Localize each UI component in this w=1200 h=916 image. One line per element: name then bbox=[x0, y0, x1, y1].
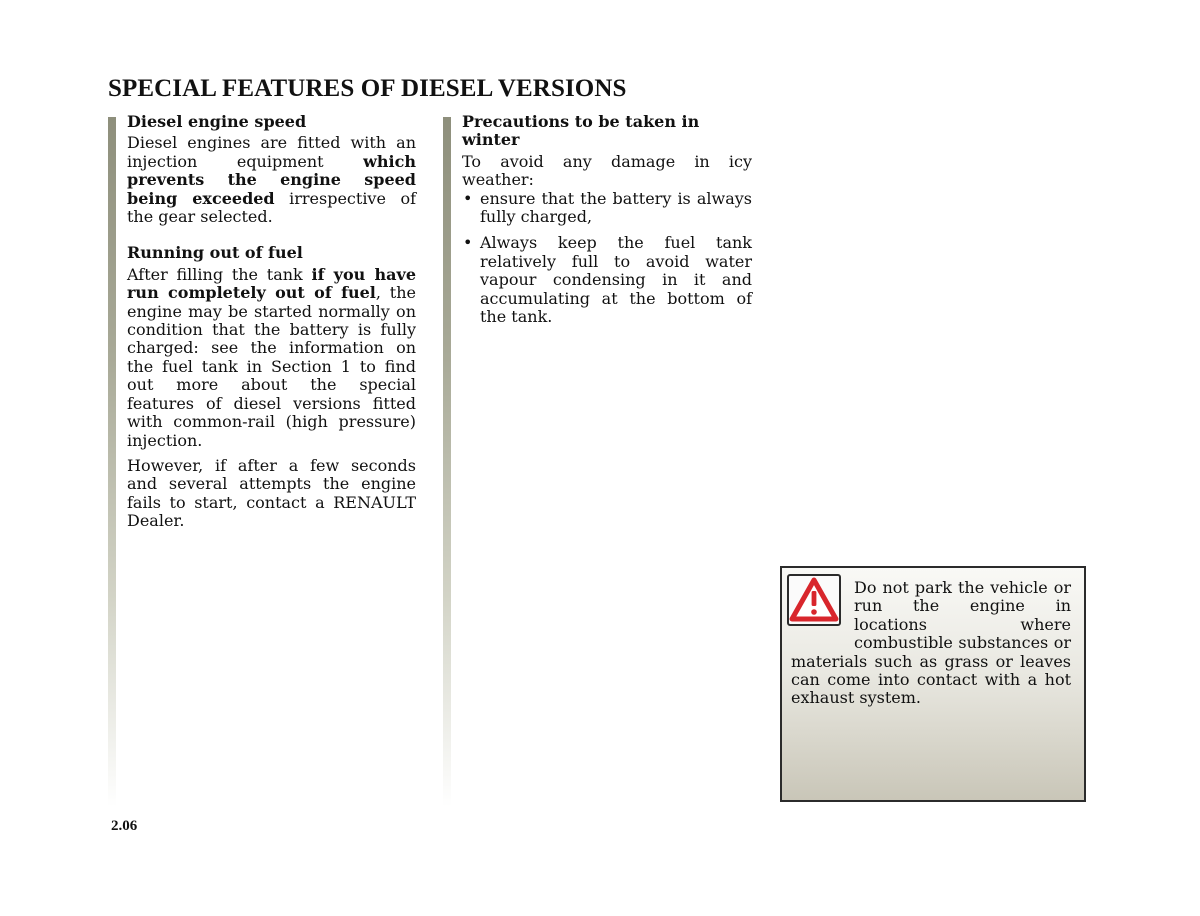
diesel-engine-speed-heading: Diesel engine speed bbox=[127, 112, 307, 131]
running-out-of-fuel-heading: Running out of fuel bbox=[127, 243, 303, 263]
page-number: 2.06 bbox=[111, 818, 138, 834]
running-out-of-fuel-paragraph bbox=[127, 266, 416, 450]
paragraph-text: irrespective of the gear selected. bbox=[127, 188, 416, 227]
paragraph-text: , the engine may be started normally on condition that the battery is fully charged: see the information on the fuel tank in Section 1 to find out more about the special features of diesel versions fitted with common-rail (high pressure) injection. bbox=[127, 283, 417, 450]
list-item-text: ensure that the battery is always fully charged, bbox=[480, 188, 752, 227]
dealer-contact-paragraph: However, if after a few seconds and several attempts the engine fails to start, contact a RENAULT Dealer. bbox=[127, 455, 416, 531]
list-item-text: Always keep the fuel tank relatively full to avoid water vapour condensing in it and accumulating at the bottom of the tank. bbox=[480, 233, 752, 327]
winter-intro-text: To avoid any damage in icy weather: bbox=[462, 151, 752, 190]
left-column-accent-bar bbox=[108, 117, 116, 807]
page-title: SPECIAL FEATURES OF DIESEL VERSIONS bbox=[108, 75, 627, 102]
bullet-icon: • bbox=[463, 188, 473, 208]
paragraph-emphasis: if you have run completely out of fuel bbox=[127, 264, 416, 303]
list-item bbox=[462, 190, 752, 227]
bullet-icon: • bbox=[463, 233, 473, 253]
paragraph-text: After filling the tank bbox=[127, 264, 312, 284]
winter-precautions-heading: Precautions to be taken in winter bbox=[462, 112, 700, 150]
warning-box bbox=[780, 566, 1086, 802]
warning-message bbox=[791, 579, 1071, 708]
right-column-accent-bar bbox=[443, 117, 451, 807]
right-column bbox=[462, 113, 752, 326]
list-item bbox=[462, 234, 752, 326]
warning-message-text: Do not park the vehicle or run the engine in locations where combustible substances or materials such as grass or leaves can come into contact with a hot exhaust system. bbox=[791, 578, 1071, 708]
paragraph-text: Diesel engines are fitted with an injection equipment bbox=[127, 133, 416, 171]
diesel-engine-speed-paragraph bbox=[127, 134, 416, 226]
left-column bbox=[127, 113, 416, 531]
paragraph-emphasis: which prevents the engine speed being exceeded bbox=[127, 151, 416, 208]
winter-precautions-list bbox=[462, 190, 752, 327]
